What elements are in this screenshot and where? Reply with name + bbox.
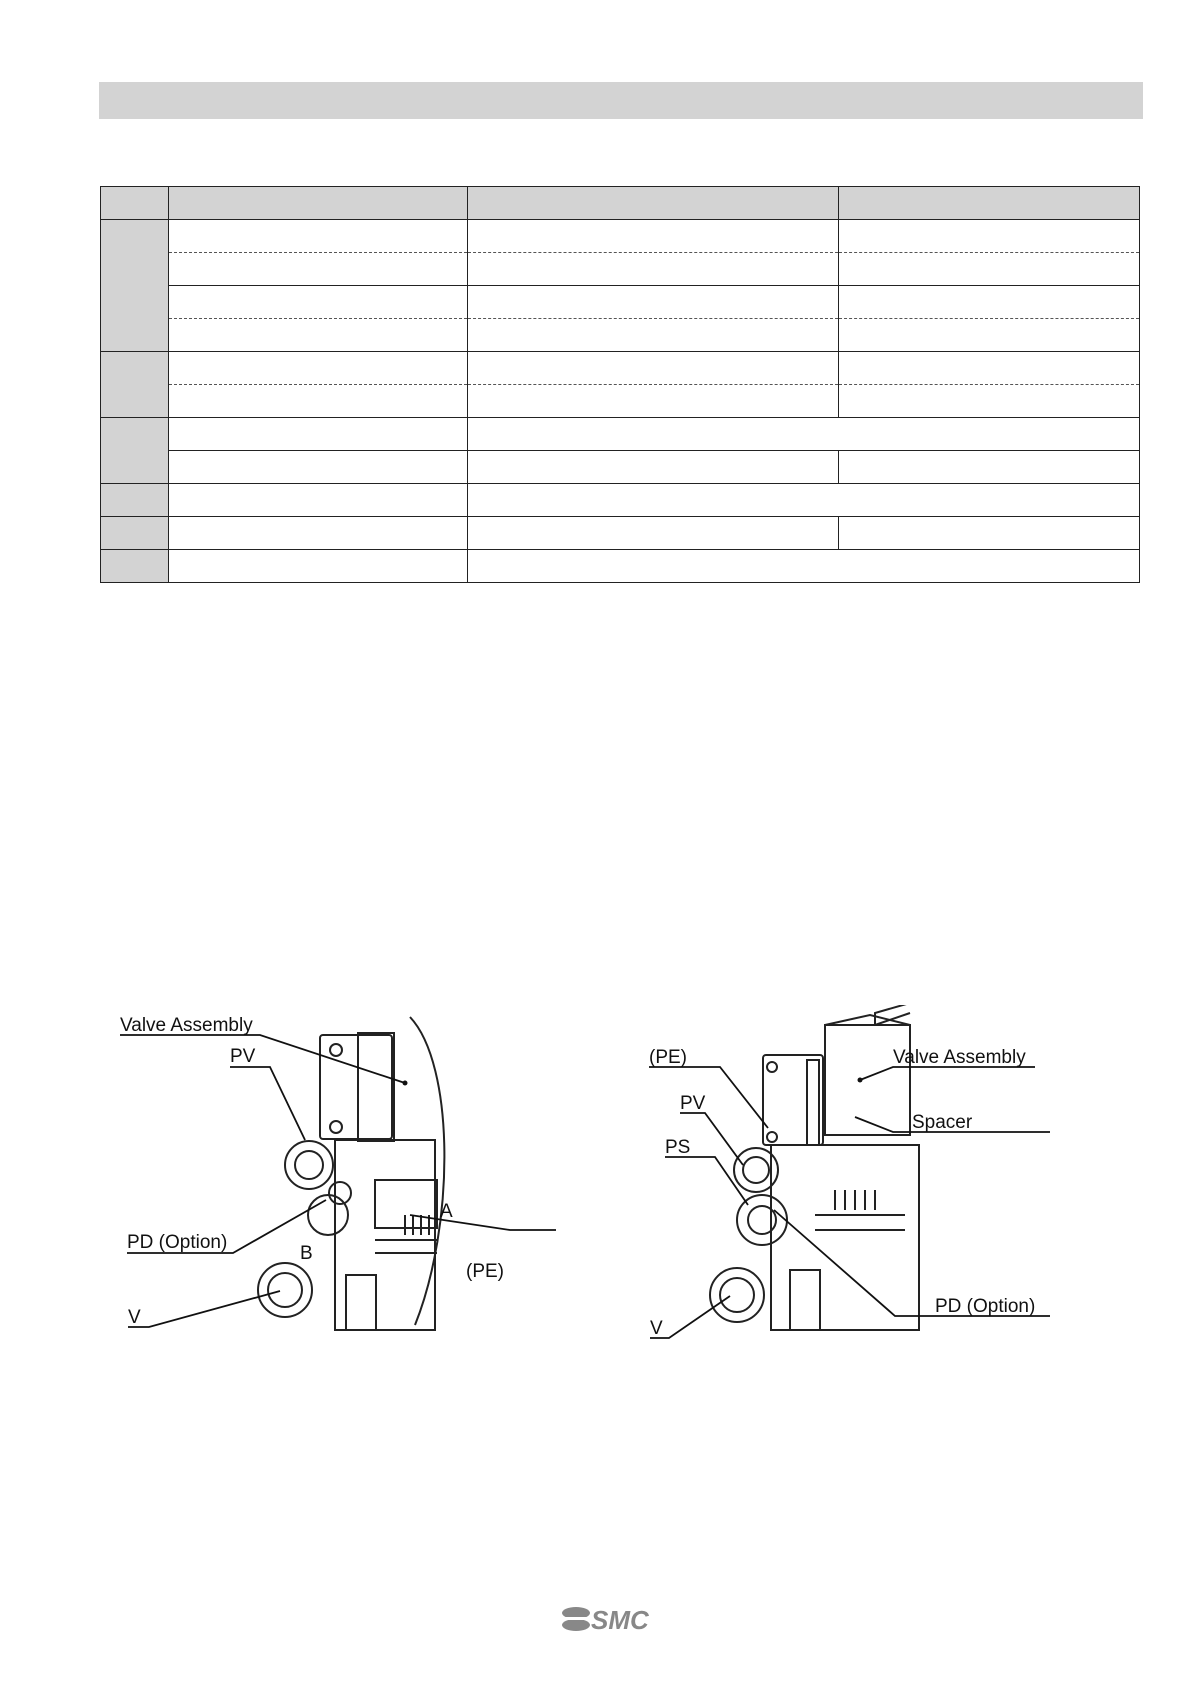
valve-drawing-right	[645, 1005, 1065, 1345]
table-row	[101, 418, 1140, 451]
table-row	[101, 253, 1140, 286]
smc-logo-icon	[560, 1602, 656, 1636]
label-valve-assembly: Valve Assembly	[893, 1047, 1026, 1068]
table-row	[101, 451, 1140, 484]
label-pe: (PE)	[466, 1261, 504, 1282]
valve-drawing-left	[110, 1005, 570, 1345]
table-row	[101, 550, 1140, 583]
label-b: B	[300, 1243, 313, 1264]
label-spacer: Spacer	[912, 1112, 973, 1133]
label-pd-option: PD (Option)	[935, 1296, 1036, 1317]
figure-right-valve	[645, 1005, 1065, 1345]
table-row	[101, 484, 1140, 517]
figure-left-valve	[110, 1005, 570, 1345]
label-v: V	[128, 1307, 141, 1328]
label-ps: PS	[665, 1137, 691, 1158]
table-row	[101, 286, 1140, 319]
table-row	[101, 187, 1140, 220]
table-row	[101, 517, 1140, 550]
label-pv: PV	[680, 1093, 706, 1114]
label-valve-assembly: Valve Assembly	[120, 1015, 253, 1036]
label-v: V	[650, 1318, 663, 1339]
smc-logo-text: SMC	[591, 1605, 649, 1635]
table-row	[101, 385, 1140, 418]
section-header-bar	[99, 82, 1143, 119]
label-pd-option: PD (Option)	[127, 1232, 228, 1253]
table-row	[101, 319, 1140, 352]
specification-table	[100, 186, 1140, 583]
table-row	[101, 220, 1140, 253]
label-a: A	[440, 1201, 453, 1222]
label-pv: PV	[230, 1046, 256, 1067]
label-pe: (PE)	[649, 1047, 687, 1068]
table-row	[101, 352, 1140, 385]
smc-logo	[560, 1602, 656, 1636]
